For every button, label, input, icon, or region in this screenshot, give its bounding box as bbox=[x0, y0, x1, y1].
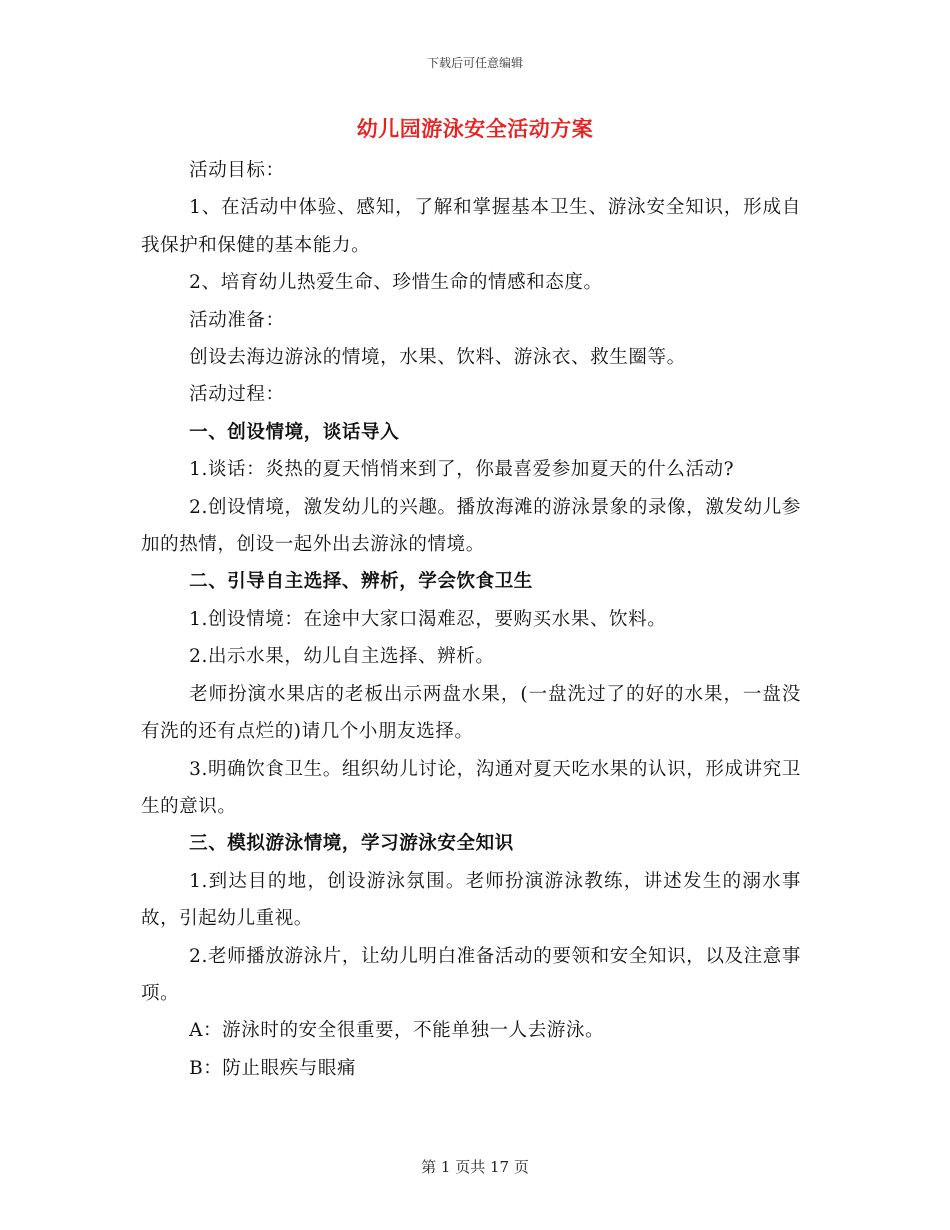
document-body bbox=[141, 152, 801, 1087]
section-heading: 三、模拟游泳情境，学习游泳安全知识 bbox=[189, 833, 514, 855]
paragraph: 创设去海边游泳的情境，水果、饮料、游泳衣、救生圈等。 bbox=[189, 347, 686, 369]
paragraph: 1、在活动中体验、感知，了解和掌握基本卫生、游泳安全知识，形成自我保护和保健的基本能力。 bbox=[141, 197, 801, 256]
paragraph: 活动准备： bbox=[189, 309, 285, 331]
header-note: 下载后可任意编辑 bbox=[426, 56, 523, 70]
paragraph: 2.老师播放游泳片，让幼儿明白准备活动的要领和安全知识，以及注意事项。 bbox=[141, 945, 801, 1004]
paragraph: 活动过程： bbox=[189, 384, 285, 406]
paragraph: A：游泳时的安全很重要，不能单独一人去游泳。 bbox=[189, 1020, 605, 1042]
paragraph: 1.到达目的地，创设游泳氛围。老师扮演游泳教练，讲述发生的溺水事故，引起幼儿重视。 bbox=[141, 870, 801, 930]
paragraph: 3.明确饮食卫生。组织幼儿讨论，沟通对夏天吃水果的认识，形成讲究卫生的意识。 bbox=[141, 758, 801, 817]
paragraph: 老师扮演水果店的老板出示两盘水果，(一盘洗过了的好的水果，一盘没有洗的还有点烂的)请几个小朋友选择。 bbox=[141, 683, 801, 743]
paragraph: 2.出示水果，幼儿自主选择、辨析。 bbox=[189, 646, 495, 668]
page-footer: 第 1 页共 17 页 bbox=[421, 1158, 529, 1176]
paragraph: 1.创设情境：在途中大家口渴难忍，要购买水果、饮料。 bbox=[189, 608, 667, 630]
paragraph: 活动目标： bbox=[189, 160, 285, 181]
paragraph: 2、培育幼儿热爱生命、珍惜生命的情感和态度。 bbox=[189, 272, 603, 294]
paragraph: 1.谈话：炎热的夏天悄悄来到了，你最喜爱参加夏天的什么活动? bbox=[189, 459, 735, 481]
paragraph: B：防止眼疾与眼痛 bbox=[189, 1057, 357, 1079]
paragraph: 2.创设情境，激发幼儿的兴趣。播放海滩的游泳景象的录像，激发幼儿参加的热情，创设一起外出去游泳的情境。 bbox=[141, 496, 801, 556]
section-heading: 二、引导自主选择、辨析，学会饮食卫生 bbox=[189, 571, 533, 593]
document-title: 幼儿园游泳安全活动方案 bbox=[356, 116, 594, 141]
section-heading: 一、创设情境，谈话导入 bbox=[189, 421, 400, 443]
